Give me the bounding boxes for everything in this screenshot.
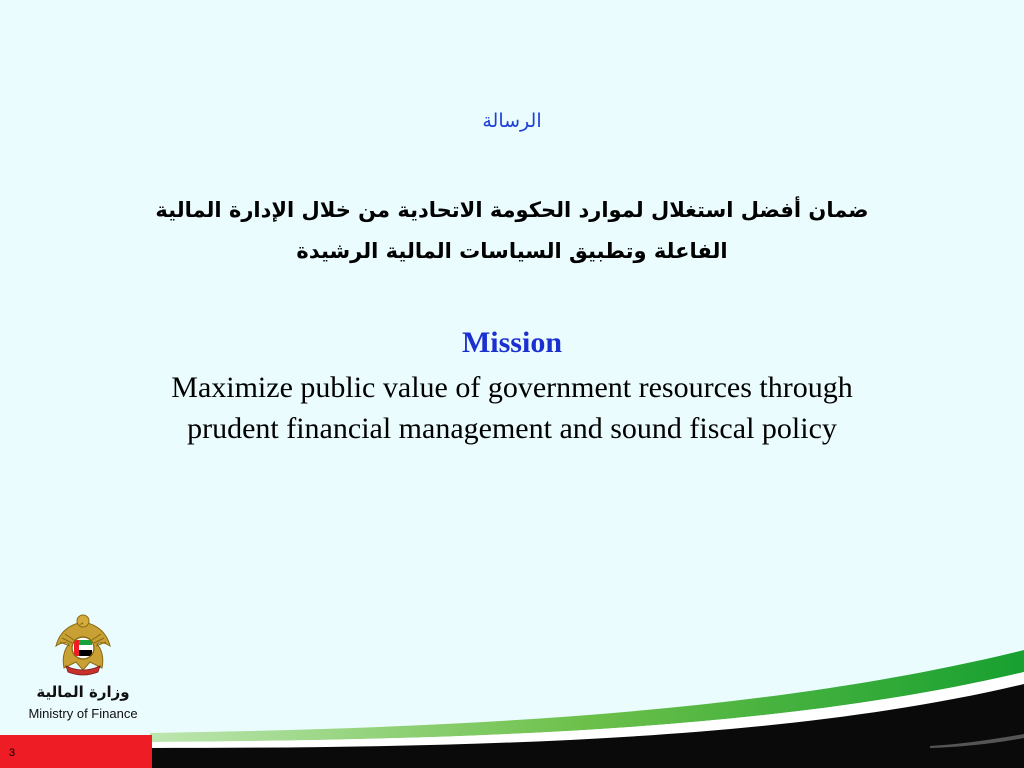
page-number-box	[0, 735, 152, 768]
page-number: 3	[9, 747, 16, 759]
arabic-mission-line-2: الفاعلة وتطبيق السياسات المالية الرشيدة	[296, 239, 728, 263]
logo-arabic-name: وزارة المالية	[36, 683, 130, 701]
arabic-mission-line-1: ضمان أفضل استغلال لموارد الحكومة الاتحادية من خلال الإدارة المالية	[155, 198, 869, 222]
mission-line-1: Maximize public value of government resources through	[171, 371, 853, 404]
mission-title: Mission	[461, 326, 563, 359]
logo-english-name: Ministry of Finance	[28, 706, 138, 721]
mission-line-2: prudent financial management and sound fiscal policy	[187, 412, 837, 445]
arabic-heading: الرسالة	[482, 110, 542, 132]
